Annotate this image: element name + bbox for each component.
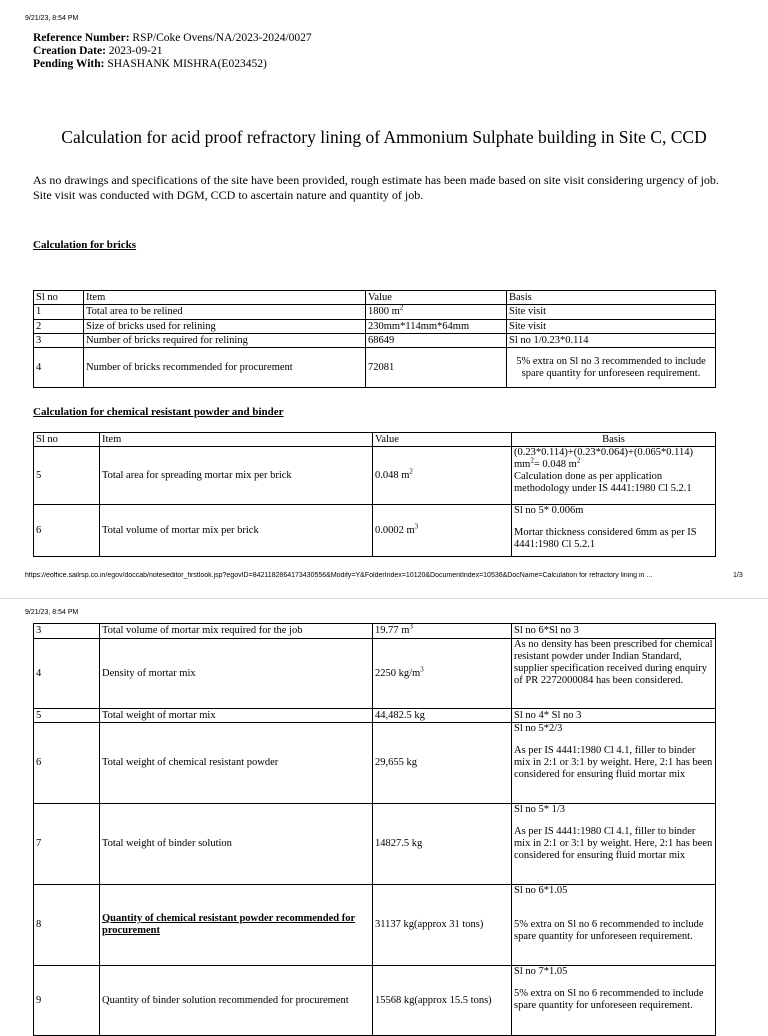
value-text: 0.0002 m xyxy=(375,524,415,536)
sl-cell: 7 xyxy=(34,804,100,885)
value-cell xyxy=(366,305,507,320)
value-cell xyxy=(373,639,512,709)
basis-note: As per IS 4441:1980 Cl 4.1, filler to binder mix in 2:1 or 3:1 by weight. Here, 2:1 has been considered for ensuring fluid mortar mix xyxy=(514,826,713,861)
item-cell: Total area to be relined xyxy=(84,305,366,320)
sl-cell: 2 xyxy=(34,320,84,334)
table-row xyxy=(34,804,716,885)
basis-cell: Sl no 1/0.23*0.114 xyxy=(507,334,716,348)
basis-cell: Sl no 4* Sl no 3 xyxy=(512,709,716,723)
superscript: 2 xyxy=(576,456,581,465)
value-text: 2250 kg/m xyxy=(375,667,421,679)
value-text: 1800 m xyxy=(368,306,400,317)
sl-cell: 8 xyxy=(34,885,100,966)
print-timestamp: 9/21/23, 8:54 PM xyxy=(25,15,79,22)
basis-cell: As no density has been prescribed for chemical resistant powder under Indian Standard, supplier specification received during enquiry of PR 2272000084 has been considered. xyxy=(512,639,716,709)
item-cell: Size of bricks used for relining xyxy=(84,320,366,334)
header-cell: Sl no xyxy=(34,433,100,447)
header-cell: Sl no xyxy=(34,291,84,305)
print-timestamp: 9/21/23, 8:54 PM xyxy=(25,609,79,616)
basis-cell xyxy=(512,447,716,505)
basis-cell: Site visit xyxy=(507,320,716,334)
basis-result: = 0.048 m xyxy=(533,459,577,470)
item-cell: Number of bricks recommended for procurement xyxy=(84,348,366,388)
table-row xyxy=(34,348,716,388)
basis-cell xyxy=(512,723,716,804)
basis-formula: (0.23*0.114)+(0.23*0.064)+(0.065*0.114) xyxy=(514,447,694,458)
table-row xyxy=(34,709,716,723)
sl-cell: 6 xyxy=(34,723,100,804)
item-cell: Total weight of chemical resistant powder xyxy=(100,723,373,804)
reference-label: Reference Number: xyxy=(33,32,130,44)
basis-cell: Site visit xyxy=(507,305,716,320)
value-cell xyxy=(373,505,512,557)
basis-cell xyxy=(512,966,716,1036)
value-cell: 44,482.5 kg xyxy=(373,709,512,723)
basis-cell: Sl no 6*Sl no 3 xyxy=(512,624,716,639)
header-cell: Value xyxy=(373,433,512,447)
basis-formula: Sl no 6*1.05 xyxy=(514,885,568,896)
basis-formula: Sl no 5* 1/3 xyxy=(514,804,566,815)
creation-date-value: 2023-09-21 xyxy=(105,45,163,57)
superscript: 2 xyxy=(399,303,404,312)
basis-formula: Sl no 5* 0.006m xyxy=(514,505,584,516)
pending-with-label: Pending With: xyxy=(33,58,105,70)
basis-note: Mortar thickness considered 6mm as per IS 4441:1980 Cl 5.2.1 xyxy=(514,527,697,550)
powder-table xyxy=(33,432,716,557)
value-text: 19.77 m xyxy=(375,625,410,636)
table-row xyxy=(34,624,716,639)
value-text: 0.048 m xyxy=(375,469,410,481)
value-cell: 15568 kg(approx 15.5 tons) xyxy=(373,966,512,1036)
value-cell: 14827.5 kg xyxy=(373,804,512,885)
table-header-row xyxy=(34,433,716,447)
table-row xyxy=(34,966,716,1036)
reference-value: RSP/Coke Ovens/NA/2023-2024/0027 xyxy=(129,32,312,44)
table-row xyxy=(34,320,716,334)
header-cell: Value xyxy=(366,291,507,305)
item-cell: Total volume of mortar mix required for the job xyxy=(100,624,373,639)
item-cell: Quantity of binder solution recommended for procurement xyxy=(100,966,373,1036)
sl-cell: 4 xyxy=(34,348,84,388)
table-row xyxy=(34,447,716,505)
basis-note: As per IS 4441:1980 Cl 4.1, filler to binder mix in 2:1 or 3:1 by weight. Here, 2:1 has been considered for ensuring fluid mortar mix xyxy=(514,745,713,780)
sl-cell: 3 xyxy=(34,624,100,639)
bricks-table xyxy=(33,290,716,388)
item-cell: Quantity of chemical resistant powder recommended for procurement xyxy=(100,885,373,966)
document-header xyxy=(33,32,312,71)
sl-cell: 1 xyxy=(34,305,84,320)
basis-unit: mm xyxy=(514,459,531,470)
superscript: 2 xyxy=(530,456,534,465)
powder-table-continued xyxy=(33,623,716,1036)
table-row xyxy=(34,639,716,709)
sl-cell: 9 xyxy=(34,966,100,1036)
pending-with-value: SHASHANK MISHRA(E023452) xyxy=(104,58,267,70)
section-bricks-title: Calculation for bricks xyxy=(33,239,137,251)
basis-cell: 5% extra on Sl no 3 recommended to include spare quantity for unforeseen requirement. xyxy=(507,348,716,388)
header-cell: Basis xyxy=(507,291,716,305)
value-cell xyxy=(373,624,512,639)
basis-cell xyxy=(512,804,716,885)
table-header-row xyxy=(34,291,716,305)
page-title: Calculation for acid proof refractory lining of Ammonium Sulphate building in Site C, CCD xyxy=(61,127,707,147)
basis-note: 5% extra on Sl no 6 recommended to include spare quantity for unforeseen requirement. xyxy=(514,988,704,1011)
sl-cell: 4 xyxy=(34,639,100,709)
footer-page-number: 1/3 xyxy=(733,572,743,579)
table-row xyxy=(34,305,716,320)
header-cell: Basis xyxy=(512,433,716,447)
item-cell: Number of bricks required for relining xyxy=(84,334,366,348)
sl-cell: 3 xyxy=(34,334,84,348)
value-cell: 29,655 kg xyxy=(373,723,512,804)
value-cell: 72081 xyxy=(366,348,507,388)
basis-cell xyxy=(512,505,716,557)
table-row xyxy=(34,885,716,966)
basis-cell xyxy=(512,885,716,966)
basis-note: 5% extra on Sl no 6 recommended to include spare quantity for unforeseen requirement. xyxy=(514,919,704,942)
superscript: 3 xyxy=(409,622,413,631)
superscript: 3 xyxy=(414,522,419,530)
item-cell: Total volume of mortar mix per brick xyxy=(100,505,373,557)
header-cell: Item xyxy=(84,291,366,305)
sl-cell: 6 xyxy=(34,505,100,557)
intro-paragraph: As no drawings and specifications of the site have been provided, rough estimate has been made based on site visit considering urgency of job. Site visit was conducted with DGM, CCD to ascertain nature and quantity of job. xyxy=(33,173,719,202)
superscript: 3 xyxy=(420,665,424,673)
footer-url: https://eoffice.sailrsp.co.in/egov/doccab/noteseditor_firstlook.jsp?egovID=8421182864173430556&Modify=Y&FolderIndex=10120&DocumentIndex=10536&DocName=Calculation for refractory lining in ... xyxy=(25,572,653,579)
basis-note: Calculation done as per application methodology under IS 4441:1980 Cl 5.2.1 xyxy=(514,471,692,494)
page-divider xyxy=(0,598,768,599)
sl-cell: 5 xyxy=(34,447,100,505)
basis-formula: Sl no 7*1.05 xyxy=(514,966,568,977)
item-cell: Total area for spreading mortar mix per brick xyxy=(100,447,373,505)
superscript: 2 xyxy=(409,467,413,475)
value-cell: 230mm*114mm*64mm xyxy=(366,320,507,334)
header-cell: Item xyxy=(100,433,373,447)
creation-date-label: Creation Date: xyxy=(33,45,106,57)
table-row xyxy=(34,505,716,557)
value-cell xyxy=(373,447,512,505)
table-row xyxy=(34,334,716,348)
item-cell: Total weight of binder solution xyxy=(100,804,373,885)
sl-cell: 5 xyxy=(34,709,100,723)
value-cell: 68649 xyxy=(366,334,507,348)
basis-formula: Sl no 5*2/3 xyxy=(514,723,563,734)
value-cell: 31137 kg(approx 31 tons) xyxy=(373,885,512,966)
section-powder-title: Calculation for chemical resistant powder and binder xyxy=(33,406,284,418)
item-cell: Density of mortar mix xyxy=(100,639,373,709)
table-row xyxy=(34,723,716,804)
item-cell: Total weight of mortar mix xyxy=(100,709,373,723)
